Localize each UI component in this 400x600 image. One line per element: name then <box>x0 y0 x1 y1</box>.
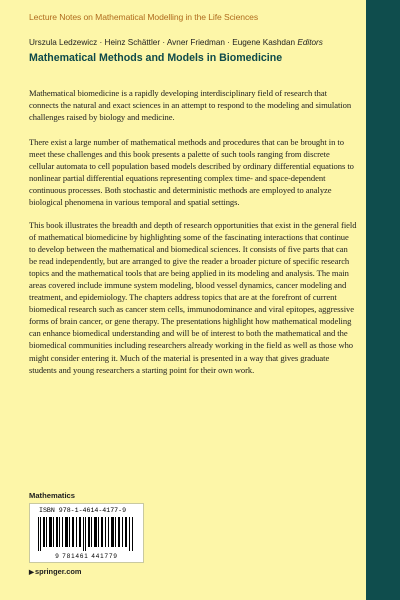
back-cover <box>29 0 357 600</box>
series-name: Lecture Notes on Mathematical Modelling in the Life Sciences <box>29 12 259 22</box>
subject-category: Mathematics <box>29 491 76 500</box>
barcode-label <box>29 503 144 563</box>
arrow-right-icon: ▶ <box>29 569 34 576</box>
publisher-website[interactable] <box>29 567 81 576</box>
isbn-number: ISBN 978-1-4614-4177-9 <box>39 507 127 514</box>
description-paragraph-3: This book illustrates the breadth and depth of research opportunities that exist in the general field of mathematical biomedicine by highlighting some of the fascinating interactions that continue to develop between the mathematical and biomedical sciences. It consists of five parts that can be read independently, but are arranged to give the reader a broader picture of specific research topics and the mathematical tools that are being applied in its modeling and analysis. The main areas covered include immune system modeling, blood vessel dynamics, cancer modeling and treatment, and epidemiology. The chapters address topics that are at the forefront of current biomedical research such as cancer stem cells, immunodominance and viral epitopes, aggressive forms of brain cancer, or gene therapy. The presentations highlight how mathematical modeling can enhance biomedical understanding and will be of interest to both the mathematical and the biomedical communities including researchers already working in the field as well as those who might consider entering it. Much of the material is presented in a way that gives graduate students and young researchers a starting point for their own work. <box>29 220 357 375</box>
barcode-digits: 9 781461 441779 <box>55 553 118 560</box>
editors-line <box>29 38 323 47</box>
website-text: springer.com <box>35 567 82 576</box>
barcode-icon <box>38 517 135 551</box>
spine-color-bar <box>366 0 400 600</box>
editors-role: Editors <box>297 38 323 47</box>
description-paragraph-2: There exist a large number of mathematical methods and procedures that can be brought in to meet these challenges and this book presents a palette of such tools ranging from discrete cellular automata to cell population based models described by ordinary differential equations to nonlinear partial differential equations representing complex time- and space-dependent continuous processes. Both stochastic and deterministic methods are employed to analyze biological phenomena in various temporal and spatial settings. <box>29 137 354 208</box>
book-title: Mathematical Methods and Models in Biomedicine <box>29 52 283 64</box>
editor-names: Urszula Ledzewicz · Heinz Schättler · Avner Friedman · Eugene Kashdan <box>29 38 296 47</box>
description-paragraph-1: Mathematical biomedicine is a rapidly developing interdisciplinary field of research that connects the natural and exact sciences in an attempt to respond to the modeling and simulation challenges raised by biology and medicine. <box>29 88 352 123</box>
